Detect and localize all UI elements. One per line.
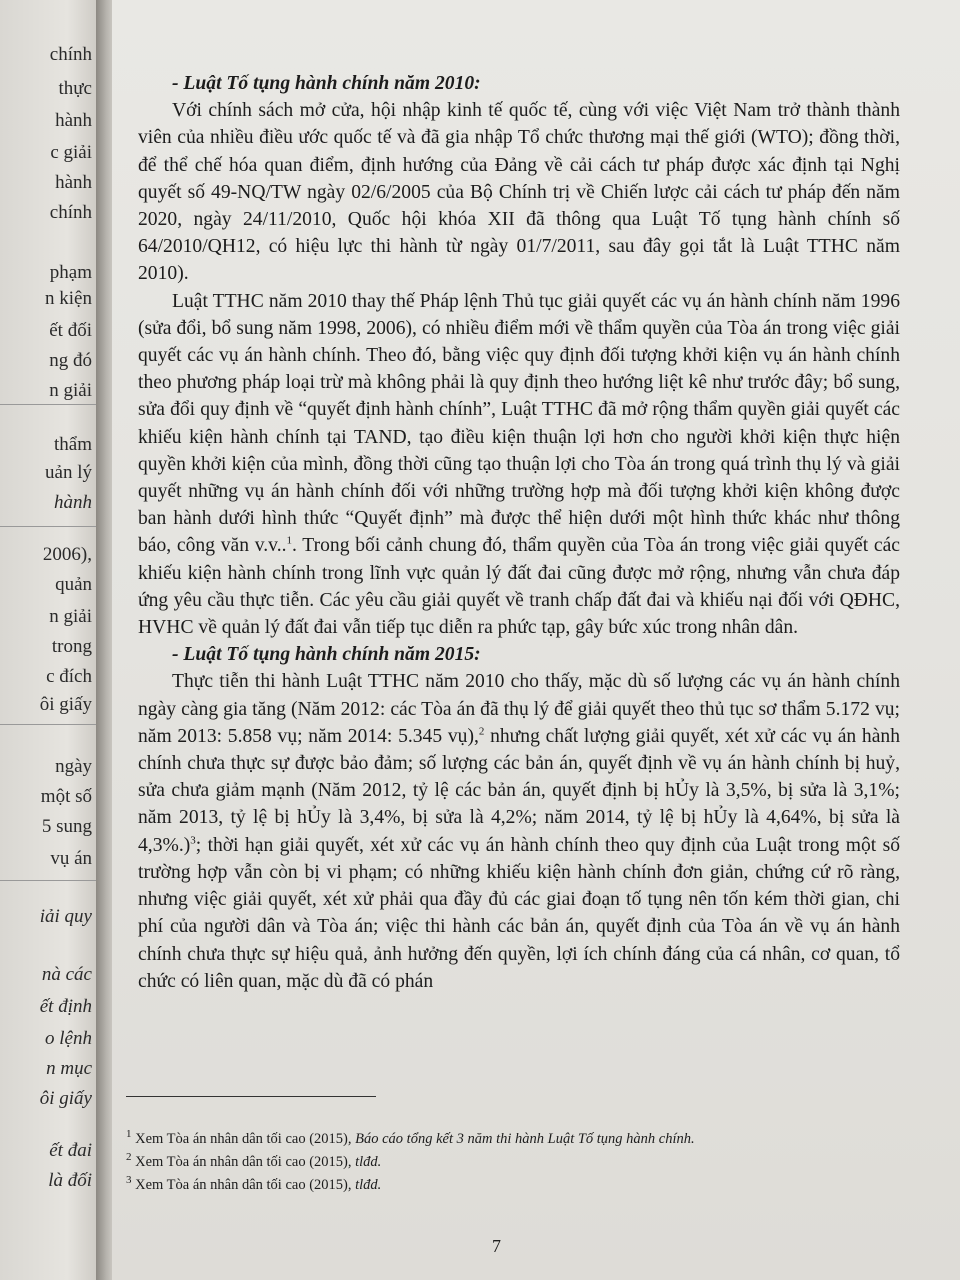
footnote-title: tlđd.: [355, 1177, 382, 1193]
left-page-fragment: là đối: [48, 1170, 92, 1191]
footnote-ref-1: 1: [286, 534, 293, 547]
footnote-text: Xem Tòa án nhân dân tối cao (2015),: [135, 1154, 356, 1170]
footnote-divider: [126, 1096, 376, 1097]
left-page-fragment: ết đai: [49, 1140, 92, 1161]
left-page-fragment: ết định: [39, 996, 92, 1017]
left-page-fragment: c đích: [46, 666, 92, 687]
paragraph-2-tail: . Trong bối cảnh chung đó, thẩm quyền của Tòa án trong việc giải quyết các khiếu kiện hành chính trong lĩnh vực quản lý đất đai cũng được mở rộng, nhưng vẫn chưa đáp ứng yêu cầu thực tiễn. Các yêu cầu giải quyết về tranh chấp đất đai và khiếu nại đối với QĐHC, HVHC về quản lý đất đai vẫn tiếp tục diễn ra phức tạp, gây bức xúc trong nhân dân.: [138, 535, 900, 639]
left-page-fragment: n giải: [49, 380, 92, 401]
left-page-fragment: ôi giấy: [39, 694, 92, 715]
left-page-fragment: ng đó: [49, 350, 92, 371]
left-page-fragment: 5 sung: [41, 816, 92, 837]
left-page-fragment: một số: [40, 786, 92, 807]
left-page-rule: [0, 526, 96, 527]
left-page-fragment: uản lý: [45, 462, 92, 483]
paragraph-2-text: Luật TTHC năm 2010 thay thế Pháp lệnh Thủ tục giải quyết các vụ án hành chính năm 1996 (sửa đổi, bổ sung năm 1998, 2006), có nhiều điểm mới về thẩm quyền của Tòa án trong việc giải quyết các vụ án hành chính. Theo đó, bằng việc quy định đối tượng khởi kiện vụ án hành chính theo phương pháp loại trừ mà không phải là quy định theo hướng liệt kê như trước đây; bổ sung, sửa đổi quy định về “quyết định hành chính”, Luật TTHC đã mở rộng thẩm quyền giải quyết các khiếu kiện hành chính tại TAND, tạo điều kiện thuận lợi hơn cho người khởi kiện thực hiện quyền khởi kiện của mình, đồng thời cũng tạo thuận lợi cho Tòa án trong quá trình thụ lý và giải quyết những vụ án hành chính đối với những trường hợp mà đối tượng khởi kiện không được ban hành dưới hình thức “Quyết định” mà được thể hiện dưới một hình thức khác như thông báo, công văn v.v..: [138, 290, 900, 557]
footnote-number: 1: [126, 1128, 132, 1141]
left-page-fragment: o lệnh: [45, 1028, 92, 1049]
footnote-1: [126, 1128, 906, 1151]
footnote-title: Báo cáo tổng kết 3 năm thi hành Luật Tố tụng hành chính.: [355, 1131, 695, 1147]
footnote-title: tlđd.: [355, 1154, 382, 1170]
left-page-fragment: c giải: [50, 142, 92, 163]
left-page-fragment: phạm: [49, 262, 92, 283]
left-page-fragment: quản: [55, 574, 92, 595]
left-page-fragment: ết đối: [49, 320, 92, 341]
footnote-number: 2: [126, 1151, 132, 1164]
left-page-fragment: vụ án: [50, 848, 92, 869]
paragraph-2: [138, 288, 900, 642]
left-page-fragment: thẩm: [54, 434, 92, 455]
footnote-ref-3: 3: [190, 834, 196, 847]
paragraph-1: Với chính sách mở cửa, hội nhập kinh tế quốc tế, cùng với việc Việt Nam trở thành thành viên của nhiều điều ước quốc tế và đã gia nhập Tổ chức thương mại thế giới (WTO); đồng thời, để thể chế hóa quan điểm, định hướng của Đảng về cải cách tư pháp được xác định tại Nghị quyết số 49-NQ/TW ngày 02/6/2005 của Bộ Chính trị về Chiến lược cải cách tư pháp đến năm 2020, ngày 24/11/2010, Quốc hội khóa XII đã thông qua Luật Tố tụng hành chính số 64/2010/QH12, có hiệu lực thi hành từ ngày 01/7/2011, sau đây gọi tắt là Luật TTHC năm 2010).: [138, 100, 900, 285]
left-page-fragment: 2006),: [42, 544, 92, 565]
section-heading-2015: - Luật Tố tụng hành chính năm 2015:: [172, 644, 481, 666]
left-page-rule: [0, 880, 96, 881]
left-page-fragment: hành: [55, 110, 92, 131]
left-page-fragment: hành: [54, 492, 92, 513]
left-page-fragment: trong: [51, 636, 92, 657]
page-number: 7: [492, 1236, 501, 1256]
footnotes: [126, 1128, 906, 1197]
footnote-text: Xem Tòa án nhân dân tối cao (2015),: [135, 1131, 356, 1147]
left-page-rule: [0, 404, 96, 405]
paragraph-3: [138, 668, 900, 994]
footnote-3: [126, 1174, 906, 1197]
footnote-2: [126, 1151, 906, 1174]
left-page-fragment: n giải: [49, 606, 92, 627]
left-page-fragment: n kiện: [45, 288, 92, 309]
book-page: [112, 0, 960, 1280]
footnote-text: Xem Tòa án nhân dân tối cao (2015),: [135, 1177, 356, 1193]
left-page-fragment: chính: [49, 202, 92, 223]
section-heading-2010: - Luật Tố tụng hành chính năm 2010:: [172, 73, 481, 94]
paragraph-3-part-c: ; thời hạn giải quyết, xét xử các vụ án hành chính theo quy định của Luật trong một số trường hợp vẫn còn bị vi phạm; có những khiếu kiện hành chính đơn giản, chứng cứ rõ ràng, nhưng việc giải quyết, xét xử phải qua đầy đủ các giai đoạn tố tụng nên tốn kém thời gian, chi phí của người dân và Tòa án; việc thi hành các bản án, quyết định của Tòa án về vụ án hành chính chưa thực sự hiệu quả, ảnh hưởng đến quyền, lợi ích chính đáng của cá nhân, cơ quan, tổ chức có liên quan, mặc dù đã có phán: [138, 834, 900, 992]
left-page-fragment: chính: [49, 44, 92, 65]
left-page-fragment: n mục: [46, 1058, 92, 1079]
footnote-ref-2: 2: [478, 725, 485, 738]
left-page-rule: [0, 724, 96, 725]
paragraph-3-part-a: Thực tiễn thi hành Luật TTHC năm 2010 cho thấy, mặc dù số lượng các vụ án hành chính ngày càng gia tăng (Năm 2012: các Tòa án đã thụ lý để giải quyết theo thủ tục sơ thẩm 5.172 vụ; năm 2013: 5.858 vụ; năm 2014: 5.345 vụ),: [138, 671, 900, 747]
left-page-fragment: ngày: [55, 756, 92, 777]
left-page-fragment: ôi giấy: [39, 1088, 92, 1109]
paragraph-3-part-b: nhưng chất lượng giải quyết, xét xử các vụ án hành chính chưa thực sự được bảo đảm; số lượng các bản án, quyết định về vụ án hành chính bị huỷ, sửa chưa giảm mạnh (Năm 2012, tỷ lệ các bản án, quyết định bị hỦy là 3,5%, bị sửa là 3,1%; năm 2013, tỷ lệ bị hỦy là 3,4%, bị sửa là 4,2%; năm 2014, tỷ lệ bị hỦy là 4,64%, bị sửa là 4,3%.): [138, 725, 900, 856]
left-page-fragment: thực: [58, 78, 92, 99]
left-page-fragment: iải quy: [39, 906, 92, 927]
left-page-edge: [0, 0, 96, 1280]
page-body: [138, 70, 900, 995]
footnote-number: 3: [126, 1174, 132, 1187]
left-page-fragment: nà các: [41, 964, 92, 985]
left-page-fragment: hành: [55, 172, 92, 193]
